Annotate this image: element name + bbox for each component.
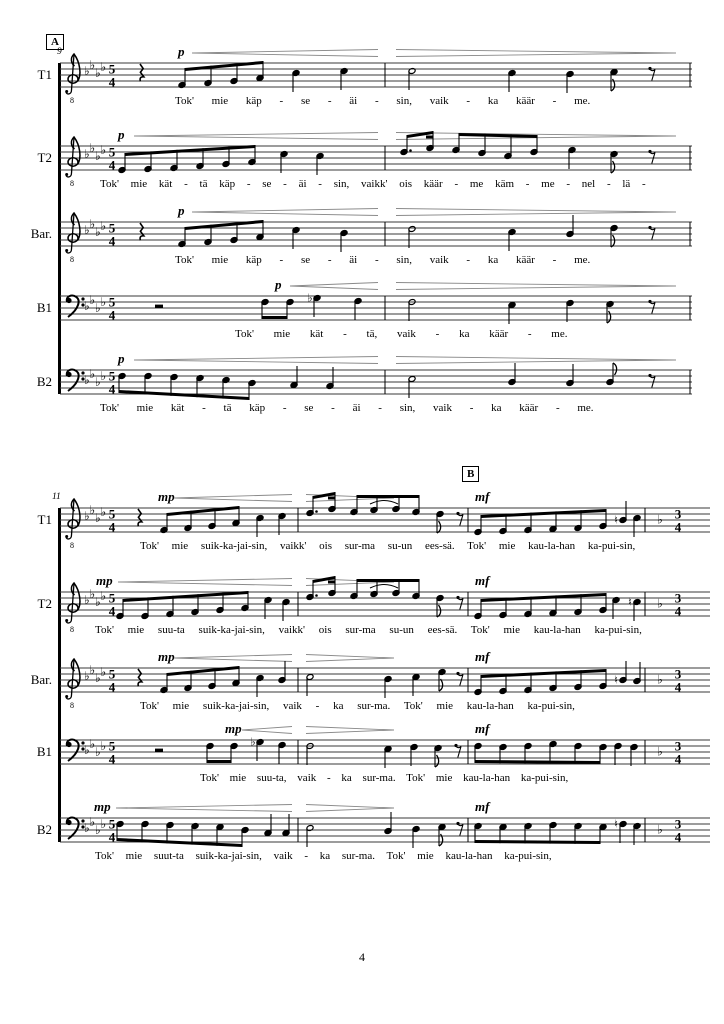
clef-octave-8: 8 — [70, 96, 74, 105]
crescendo-hairpin — [174, 655, 292, 659]
key-flat: ♭ — [100, 219, 107, 233]
beam — [167, 506, 239, 516]
diminuendo-hairpin — [396, 50, 676, 54]
key-flat: ♭ — [84, 64, 90, 78]
svg-text:4: 4 — [108, 157, 116, 173]
courtesy-flat: ♭ — [657, 744, 663, 759]
beam — [262, 316, 287, 319]
staff-row — [0, 204, 724, 268]
dynamic-marking: mp — [158, 490, 175, 504]
part-label: B1 — [36, 744, 52, 759]
crescendo-hairpin — [116, 805, 292, 809]
eighth-rest — [648, 150, 651, 153]
staff-row — [0, 574, 724, 638]
dynamic-marking: mp — [158, 650, 175, 664]
key-flat: ♭ — [95, 745, 101, 759]
part-label: T1 — [37, 512, 52, 527]
time-signature: 5 — [108, 144, 116, 160]
crescendo-hairpin — [290, 283, 378, 287]
svg-text:4: 4 — [108, 381, 116, 397]
courtesy-time-signature: 3 — [674, 590, 682, 606]
crescendo-hairpin — [174, 495, 292, 499]
crescendo-hairpin — [192, 50, 378, 54]
key-flat: ♭ — [95, 823, 101, 837]
courtesy-flat: ♭ — [657, 822, 663, 837]
eighth-rest — [648, 67, 651, 70]
staff-row — [0, 128, 724, 192]
beam — [125, 145, 255, 156]
beam — [481, 669, 606, 678]
slur — [370, 501, 398, 505]
dynamic-marking: mf — [475, 490, 490, 504]
augmentation-dot — [409, 149, 412, 152]
beam — [207, 760, 231, 763]
diminuendo-hairpin — [306, 655, 394, 659]
part-label: Bar. — [30, 226, 52, 241]
key-flat: ♭ — [84, 821, 90, 835]
flat-accidental: ♭ — [307, 291, 313, 305]
key-flat: ♭ — [89, 503, 96, 517]
key-flat: ♭ — [100, 369, 107, 383]
key-flat: ♭ — [84, 743, 90, 757]
beam — [167, 666, 239, 676]
quarter-rest — [140, 223, 144, 240]
beam — [475, 760, 600, 764]
rehearsal-mark-a: A — [46, 34, 64, 50]
key-flat: ♭ — [100, 60, 107, 74]
time-signature: 5 — [108, 220, 116, 236]
key-flat: ♭ — [95, 66, 101, 80]
key-flat: ♭ — [100, 589, 107, 603]
diminuendo-hairpin — [396, 357, 676, 361]
key-flat: ♭ — [89, 737, 96, 751]
dynamic-marking: mp — [225, 722, 242, 736]
clef-octave-8: 8 — [70, 541, 74, 550]
lyrics-line: Tok' mie kät - tä, vaik - ka käär - me. — [235, 328, 568, 340]
lyrics-line: Tok' mie suut-ta suik-ka-jai-sin, vaik - ka sur-ma. Tok' mie kau-la-han ka-pui-sin, — [95, 850, 552, 862]
measure-number-11: 11 — [52, 492, 61, 502]
key-flat: ♭ — [84, 509, 90, 523]
key-flat: ♭ — [89, 217, 96, 231]
key-flat: ♭ — [95, 671, 101, 685]
courtesy-flat: ♭ — [657, 672, 663, 687]
crescendo-hairpin — [192, 209, 378, 213]
svg-text:4: 4 — [108, 519, 116, 535]
augmentation-dot — [315, 594, 318, 597]
key-flat: ♭ — [84, 593, 90, 607]
beam — [481, 593, 606, 602]
diminuendo-hairpin — [396, 209, 676, 213]
dynamic-marking: p — [118, 128, 125, 142]
dynamic-marking: mf — [475, 800, 490, 814]
beam — [481, 509, 606, 518]
quarter-rest — [138, 509, 142, 526]
beam — [185, 61, 263, 71]
lyrics-line: Tok' mie käp - se - äi - sin, vaik - ka käär - me. — [175, 254, 591, 266]
key-flat: ♭ — [95, 149, 101, 163]
svg-text:4: 4 — [674, 603, 682, 619]
time-signature: 5 — [108, 368, 116, 384]
beam — [357, 495, 419, 498]
dynamic-marking: p — [178, 45, 185, 59]
rehearsal-mark-b: B — [462, 466, 479, 482]
lyrics-line: Tok' mie kät - tä käp - se - äi - sin, vaikk' ois käär - me käm - me - nel - lä - — [100, 178, 646, 190]
eighth-rest — [456, 512, 459, 515]
dynamic-marking: p — [118, 352, 125, 366]
key-flat: ♭ — [100, 505, 107, 519]
lyrics-line: Tok' mie käp - se - äi - sin, vaik - ka käär - me. — [175, 95, 591, 107]
lyrics-line: Tok' mie suu-ta suik-ka-jai-sin, vaikk' ois sur-ma su-un ees-sä. Tok' mie kau-la-han ka-pui-sin, — [95, 624, 642, 636]
beam — [357, 579, 419, 582]
key-flat: ♭ — [89, 367, 96, 381]
clef-octave-8: 8 — [70, 625, 74, 634]
key-flat: ♭ — [95, 225, 101, 239]
diminuendo-hairpin — [306, 805, 394, 809]
courtesy-time-signature: 3 — [674, 738, 682, 754]
crescendo-hairpin — [118, 579, 292, 583]
svg-text:4: 4 — [674, 519, 682, 535]
eighth-rest — [454, 744, 457, 747]
lyrics-line: Tok' mie suik-ka-jai-sin, vaik - ka sur-ma. Tok' mie kau-la-han ka-pui-sin, — [140, 700, 575, 712]
natural-accidental: ♮ — [614, 817, 618, 831]
half-rest — [155, 749, 163, 752]
svg-text:4: 4 — [108, 307, 116, 323]
key-flat: ♭ — [89, 587, 96, 601]
svg-text:4: 4 — [674, 829, 682, 845]
dynamic-marking: mp — [96, 574, 113, 588]
clef-octave-8: 8 — [70, 255, 74, 264]
key-flat: ♭ — [84, 669, 90, 683]
beam — [119, 390, 249, 400]
key-flat: ♭ — [84, 373, 90, 387]
staff-row — [0, 650, 724, 714]
dynamic-marking: mp — [94, 800, 111, 814]
eighth-rest — [456, 822, 459, 825]
part-label: T1 — [37, 67, 52, 82]
staff-row — [0, 352, 724, 416]
key-flat: ♭ — [84, 299, 90, 313]
key-flat: ♭ — [95, 375, 101, 389]
part-label: B2 — [36, 822, 52, 837]
key-flat: ♭ — [89, 815, 96, 829]
key-flat: ♭ — [89, 58, 96, 72]
lyrics-line: Tok' mie kät - tä käp - se - äi - sin, vaik - ka käär - me. — [100, 402, 594, 414]
crescendo-hairpin — [134, 133, 378, 137]
measure-number-9: 9 — [57, 47, 62, 57]
page-number: 4 — [359, 950, 365, 964]
time-signature: 5 — [108, 666, 116, 682]
key-flat: ♭ — [89, 293, 96, 307]
quarter-rest — [140, 64, 144, 81]
half-rest — [155, 305, 163, 308]
part-label: Bar. — [30, 672, 52, 687]
crescendo-hairpin — [134, 357, 378, 361]
svg-text:4: 4 — [674, 751, 682, 767]
courtesy-flat: ♭ — [657, 512, 663, 527]
dynamic-marking: p — [178, 204, 185, 218]
staff-row — [0, 45, 724, 109]
key-flat: ♭ — [95, 511, 101, 525]
augmentation-dot — [315, 510, 318, 513]
lyrics-line: Tok' mie suik-ka-jai-sin, vaikk' ois sur-ma su-un ees-sä. Tok' mie kau-la-han ka-pui-sin, — [140, 540, 636, 552]
part-label: T2 — [37, 596, 52, 611]
key-flat: ♭ — [100, 295, 107, 309]
courtesy-time-signature: 3 — [674, 506, 682, 522]
dynamic-marking: p — [275, 278, 282, 292]
courtesy-time-signature: 3 — [674, 816, 682, 832]
key-flat: ♭ — [95, 595, 101, 609]
beam — [123, 591, 248, 602]
key-flat: ♭ — [84, 147, 90, 161]
eighth-rest — [648, 226, 651, 229]
svg-text:4: 4 — [108, 74, 116, 90]
natural-accidental: ♮ — [614, 513, 618, 527]
dynamic-marking: mf — [475, 650, 490, 664]
flat-accidental: ♭ — [250, 735, 256, 749]
key-flat: ♭ — [100, 143, 107, 157]
natural-accidental: ♮ — [628, 595, 632, 609]
beam — [475, 840, 600, 844]
staff-row — [0, 722, 724, 786]
key-flat: ♭ — [100, 739, 107, 753]
svg-text:4: 4 — [108, 829, 116, 845]
clef-octave-8: 8 — [70, 701, 74, 710]
time-signature: 5 — [108, 506, 116, 522]
svg-text:4: 4 — [108, 603, 116, 619]
time-signature: 5 — [108, 738, 116, 754]
beam — [117, 838, 242, 847]
time-signature: 5 — [108, 61, 116, 77]
part-label: B2 — [36, 374, 52, 389]
lyrics-line: Tok' mie suu-ta, vaik - ka sur-ma. Tok' mie kau-la-han ka-pui-sin, — [200, 772, 569, 784]
part-label: T2 — [37, 150, 52, 165]
courtesy-time-signature: 3 — [674, 666, 682, 682]
diminuendo-hairpin — [306, 727, 394, 731]
key-flat: ♭ — [100, 817, 107, 831]
key-flat: ♭ — [89, 663, 96, 677]
key-flat: ♭ — [95, 301, 101, 315]
svg-text:4: 4 — [674, 679, 682, 695]
svg-text:4: 4 — [108, 751, 116, 767]
eighth-rest — [648, 300, 651, 303]
staff-row — [0, 278, 724, 342]
natural-accidental: ♮ — [614, 673, 618, 687]
key-flat: ♭ — [84, 223, 90, 237]
diminuendo-hairpin — [396, 283, 676, 287]
svg-text:4: 4 — [108, 233, 116, 249]
dynamic-marking: mf — [475, 574, 490, 588]
slur — [370, 585, 398, 589]
svg-text:4: 4 — [108, 679, 116, 695]
quarter-rest — [138, 669, 142, 686]
eighth-rest — [456, 672, 459, 675]
staff-row — [0, 800, 724, 864]
courtesy-flat: ♭ — [657, 596, 663, 611]
eighth-rest — [456, 596, 459, 599]
time-signature: 5 — [108, 816, 116, 832]
staff-row — [0, 490, 724, 554]
beam — [185, 220, 263, 230]
time-signature: 5 — [108, 590, 116, 606]
time-signature: 5 — [108, 294, 116, 310]
crescendo-hairpin — [242, 727, 292, 731]
part-label: B1 — [36, 300, 52, 315]
key-flat: ♭ — [100, 665, 107, 679]
eighth-rest — [648, 374, 651, 377]
clef-octave-8: 8 — [70, 179, 74, 188]
dynamic-marking: mf — [475, 722, 490, 736]
key-flat: ♭ — [89, 141, 96, 155]
